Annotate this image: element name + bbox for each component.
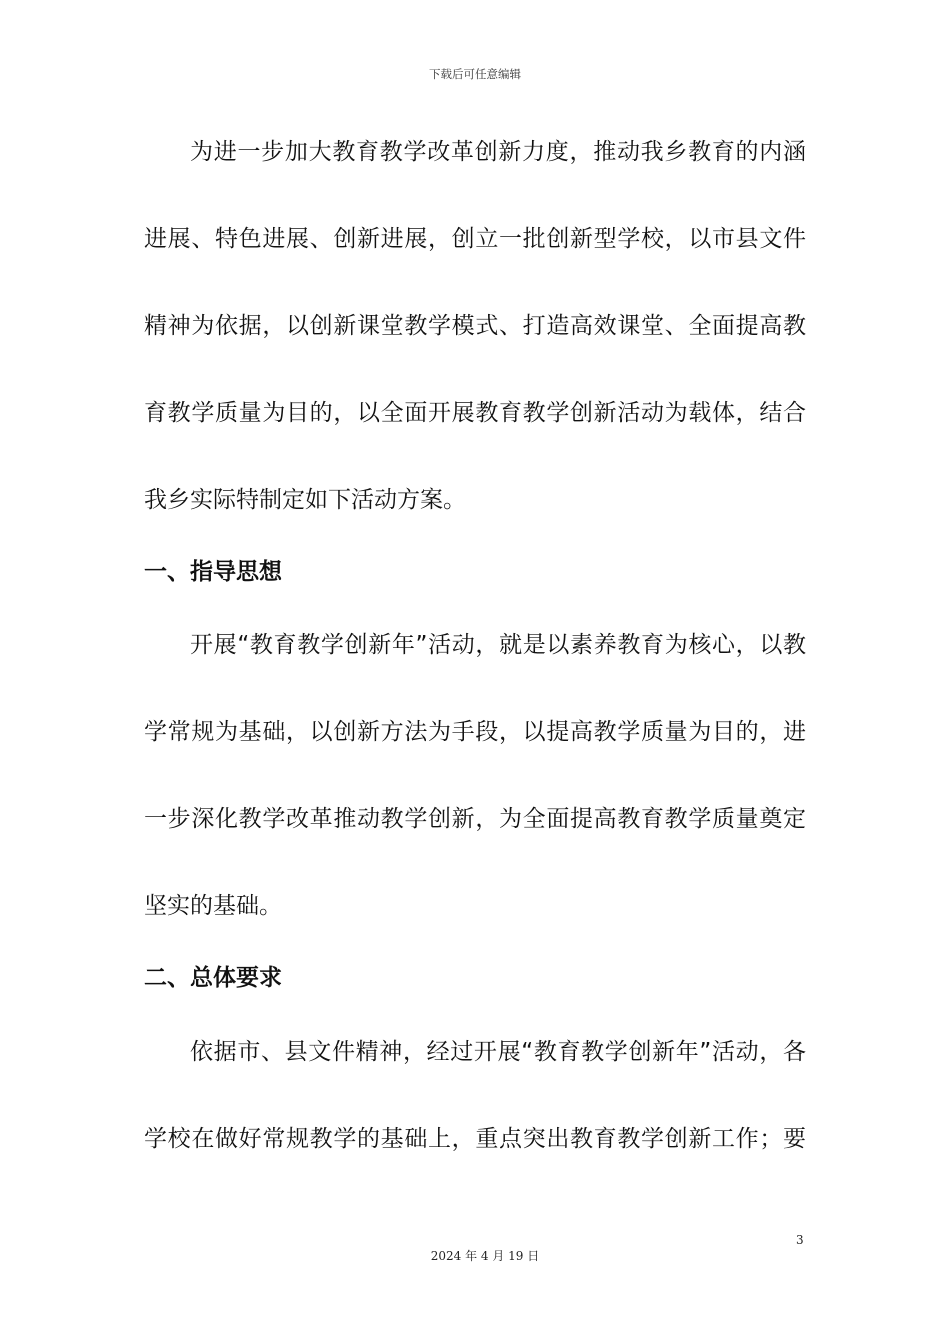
paragraph-line: 依据市、县文件精神，经过开展“教育教学创新年”活动，各 bbox=[190, 1039, 806, 1065]
paragraph-line: 学常规为基础，以创新方法为手段，以提高教学质量为目的，进 bbox=[144, 719, 806, 745]
paragraph-line: 为进一步加大教育教学改革创新力度，推动我乡教育的内涵 bbox=[190, 139, 806, 165]
paragraph-line: 进展、特色进展、创新进展，创立一批创新型学校，以市县文件 bbox=[144, 226, 806, 252]
paragraph-line: 我乡实际特制定如下活动方案。 bbox=[144, 487, 466, 513]
section-heading: 二、总体要求 bbox=[144, 965, 282, 991]
section-heading: 一、指导思想 bbox=[144, 559, 282, 585]
footer-date: 2024 年 4 月 19 日 bbox=[430, 1249, 540, 1263]
page-number: 3 bbox=[796, 1233, 804, 1247]
paragraph-line: 精神为依据，以创新课堂教学模式、打造高效课堂、全面提高教 bbox=[144, 313, 806, 339]
paragraph-line: 坚实的基础。 bbox=[144, 893, 282, 919]
page-header-note: 下载后可任意编辑 bbox=[429, 67, 521, 81]
paragraph-line: 开展“教育教学创新年”活动，就是以素养教育为核心，以教 bbox=[190, 632, 806, 658]
paragraph-line: 一步深化教学改革推动教学创新，为全面提高教育教学质量奠定 bbox=[144, 806, 806, 832]
paragraph-line: 学校在做好常规教学的基础上，重点突出教育教学创新工作；要 bbox=[144, 1126, 806, 1152]
paragraph-line: 育教学质量为目的，以全面开展教育教学创新活动为载体，结合 bbox=[144, 400, 806, 426]
